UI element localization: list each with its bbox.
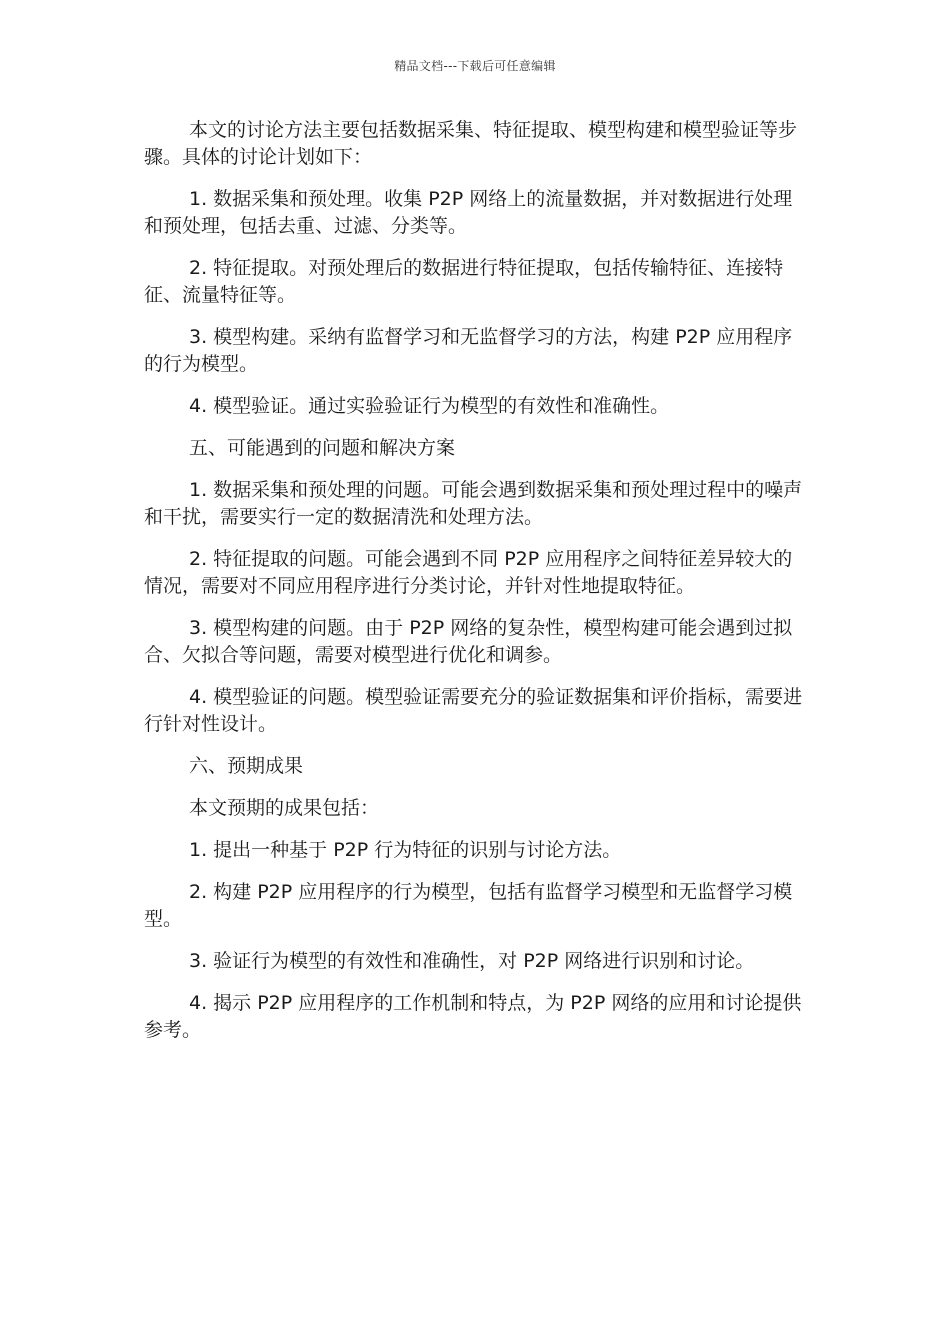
- paragraph-outcomes-intro: 本文预期的成果包括：: [189, 797, 380, 819]
- section-heading-problems: 五、可能遇到的问题和解决方案: [189, 437, 456, 459]
- paragraph-problem-4: 4. 模型验证的问题。模型验证需要充分的验证数据集和评价指标，需要进行针对性设计。: [144, 686, 803, 735]
- paragraph-plan-step-4: 4. 模型验证。通过实验验证行为模型的有效性和准确性。: [189, 395, 670, 417]
- paragraph-plan-step-2: 2. 特征提取。对预处理后的数据进行特征提取，包括传输特征、连接特征、流量特征等。: [144, 257, 784, 306]
- paragraph-problem-1: 1. 数据采集和预处理的问题。可能会遇到数据采集和预处理过程中的噪声和干扰，需要实行一定的数据清洗和处理方法。: [144, 479, 803, 528]
- paragraph-problem-3: 3. 模型构建的问题。由于 P2P 网络的复杂性，模型构建可能会遇到过拟合、欠拟合等问题，需要对模型进行优化和调参。: [144, 617, 793, 666]
- section-heading-outcomes: 六、预期成果: [189, 755, 304, 777]
- paragraph-plan-step-1: 1. 数据采集和预处理。收集 P2P 网络上的流量数据，并对数据进行处理和预处理，包括去重、过滤、分类等。: [144, 188, 793, 237]
- paragraph-outcome-4: 4. 揭示 P2P 应用程序的工作机制和特点，为 P2P 网络的应用和讨论提供参考。: [144, 992, 802, 1041]
- paragraph-plan-step-3: 3. 模型构建。采纳有监督学习和无监督学习的方法，构建 P2P 应用程序的行为模型。: [144, 326, 793, 375]
- paragraph-outcome-2: 2. 构建 P2P 应用程序的行为模型，包括有监督学习模型和无监督学习模型。: [144, 881, 793, 930]
- paragraph-problem-2: 2. 特征提取的问题。可能会遇到不同 P2P 应用程序之间特征差异较大的情况，需要对不同应用程序进行分类讨论，并针对性地提取特征。: [144, 548, 793, 597]
- page-header: 精品文档---下载后可任意编辑: [394, 59, 556, 73]
- document-body: [144, 117, 810, 1059]
- paragraph-outcome-3: 3. 验证行为模型的有效性和准确性，对 P2P 网络进行识别和讨论。: [189, 950, 755, 972]
- paragraph-intro: 本文的讨论方法主要包括数据采集、特征提取、模型构建和模型验证等步骤。具体的讨论计划如下：: [144, 119, 798, 168]
- paragraph-outcome-1: 1. 提出一种基于 P2P 行为特征的识别与讨论方法。: [189, 839, 622, 861]
